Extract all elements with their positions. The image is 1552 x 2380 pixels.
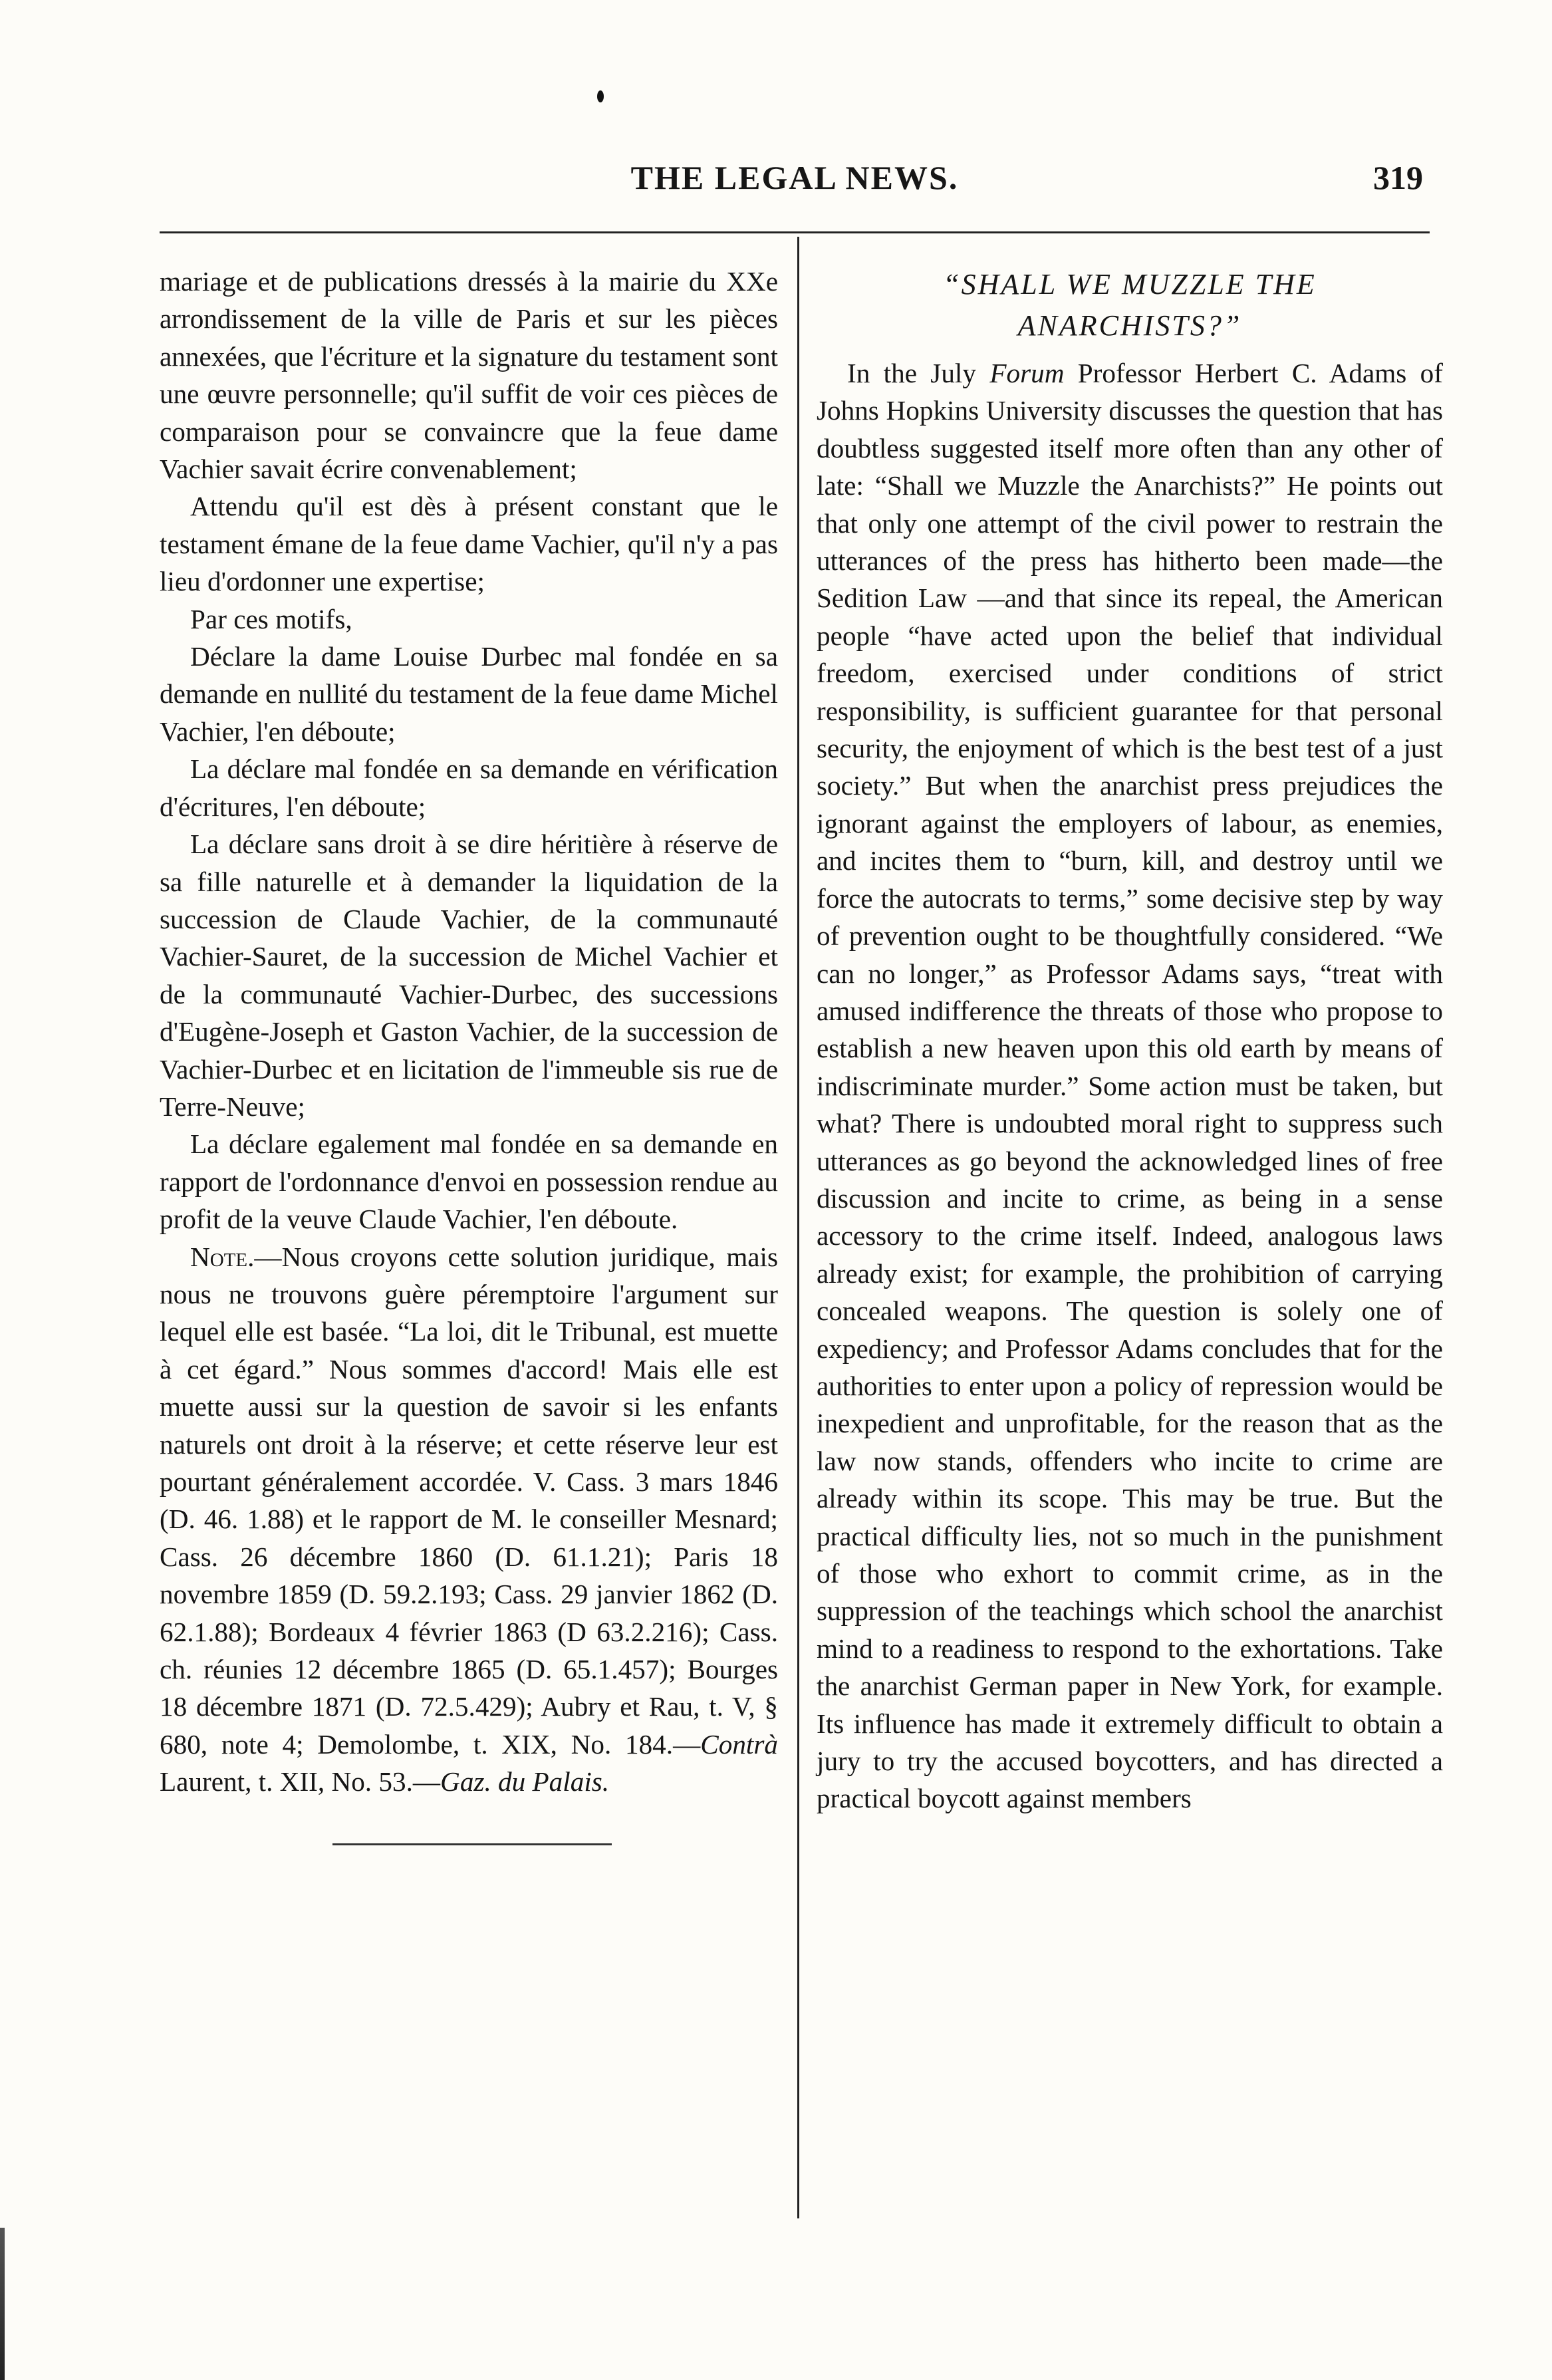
- page-header: [160, 158, 1430, 211]
- note-paragraph: [160, 1238, 778, 1801]
- left-column: [160, 263, 778, 1845]
- note-label: Note.: [190, 1241, 255, 1272]
- paragraph: Attendu qu'il est dès à présent constant que le testament émane de la feue dame Vachier, qu'il n'y a pas lieu d'ordonner une expertise;: [160, 491, 778, 597]
- note-contra: Contrà: [700, 1728, 778, 1760]
- paragraph: La déclare egalement mal fondée en sa demande en rapport de l'ordonnance d'envoi en possession rendue au profit de la veuve Claude Vachier, l'en déboute.: [160, 1128, 778, 1235]
- body-text: Professor Herbert C. Adams of Johns Hopkins University discusses the question that has doubtless suggested itself more often than any other of late: “Shall we Muzzle the Anarchists?” He points out that only one attempt of the civil power to restrain the utterances of the press has hitherto been made—the Sedition Law —and that since its repeal, the American people “have acted upon the belief that individual freedom, exercised under conditions of strict responsibility, is sufficient guarantee for that personal security, the enjoyment of which is the best test of a just society.” But when the anarchist press prejudices the ignorant against the employers of labour, as enemies, and incites them to “burn, kill, and destroy until we force the autocrats to terms,” some decisive step by way of prevention ought to be thoughtfully considered. “We can no longer,” as Professor Adams says, “treat with amused indifference the threats of those who propose to establish a new heaven upon this old earth by means of indiscriminate murder.” Some action must be taken, but what? There is undoubted moral right to suppress such utterances as go beyond the acknowledged lines of free discussion and incite to crime, as being in a sense accessory to the crime itself. Indeed, analogous laws already exist; for example, the prohibition of carrying concealed weapons. The question is solely one of expediency; and Professor Adams concludes that for the authorities to enter upon a policy of repression would be inexpedient and unprofitable, for the reason that as the law now stands, offenders who incite to crime are already within its scope. This may be true. But the practical difficulty lies, not so much in the punishment of those who exhort to commit crime, as in the suppression of the teachings which school the anarchist mind to a readiness to respond to the exhortations. Take the anarchist German paper in New York, for example. Its influence has made it extremely difficult to obtain a jury to try the accused boycotters, and has directed a practical boycott against members: [817, 358, 1443, 1814]
- article-title-line: “SHALL WE MUZZLE THE: [943, 268, 1317, 301]
- journal-name: Forum: [989, 358, 1065, 388]
- paragraph: La déclare sans droit à se dire héritière à réserve de sa fille naturelle et à demander la liquidation de la succession de Claude Vachier, de la communauté Vachier-Sauret, de la succession de Michel Vachier et de la communauté Vachier-Durbec, des successions d'Eugène-Joseph et Gaston Vachier, de la succession de Vachier-Durbec et en licitation de l'immeuble sis rue de Terre-Neuve;: [160, 829, 778, 1122]
- note-text-cont: Laurent, t. XII, No. 53.—: [160, 1766, 441, 1797]
- paragraph: Par ces motifs,: [190, 603, 352, 634]
- note-source: Gaz. du Palais.: [440, 1766, 610, 1797]
- right-column: [817, 263, 1443, 1817]
- column-divider: [797, 237, 799, 2218]
- ink-dot: [597, 90, 604, 102]
- article-title-line: ANARCHISTS?”: [1017, 309, 1242, 342]
- article-body: [817, 354, 1443, 1817]
- paragraph: La déclare mal fondée en sa demande en vérification d'écritures, l'en déboute;: [160, 753, 778, 822]
- running-title: THE LEGAL NEWS.: [630, 159, 959, 196]
- scan-edge-mark: [0, 2228, 5, 2380]
- end-rule: [332, 1843, 612, 1845]
- page-number: 319: [1373, 159, 1423, 196]
- paragraph: mariage et de publications dressés à la mairie du XXe arrondissement de la ville de Paris et sur les pièces annexées, que l'écriture et la signature du testament sont une œuvre personnelle; qu'il suffit de voir ces pièces de comparaison pour se convaincre que la feue dame Vachier savait écrire convenablement;: [160, 266, 778, 485]
- article-title: [817, 264, 1443, 346]
- paragraph: Déclare la dame Louise Durbec mal fondée en sa demande en nullité du testament de la feue dame Michel Vachier, l'en déboute;: [160, 641, 778, 747]
- note-text: —Nous croyons cette solution juridique, mais nous ne trouvons guère péremptoire l'argument sur lequel elle est basée. “La loi, dit le Tribunal, est muette à cet égard.” Nous sommes d'accord! Mais elle est muette aussi sur la question de savoir si les enfants naturels ont droit à la réserve; et cette réserve leur est pourtant généralement accordée. V. Cass. 3 mars 1846 (D. 46. 1.88) et le rapport de M. le conseiller Mesnard; Cass. 26 décembre 1860 (D. 61.1.21); Paris 18 novembre 1859 (D. 59.2.193; Cass. 29 janvier 1862 (D. 62.1.88); Bordeaux 4 février 1863 (D 63.2.216); Cass. ch. réunies 12 décembre 1865 (D. 65.1.457); Bourges 18 décembre 1871 (D. 72.5.429); Aubry et Rau, t. V, § 680, note 4; Demolombe, t. XIX, No. 184.—: [160, 1241, 778, 1760]
- body-text: In the July: [847, 358, 990, 388]
- header-rule: [160, 231, 1430, 233]
